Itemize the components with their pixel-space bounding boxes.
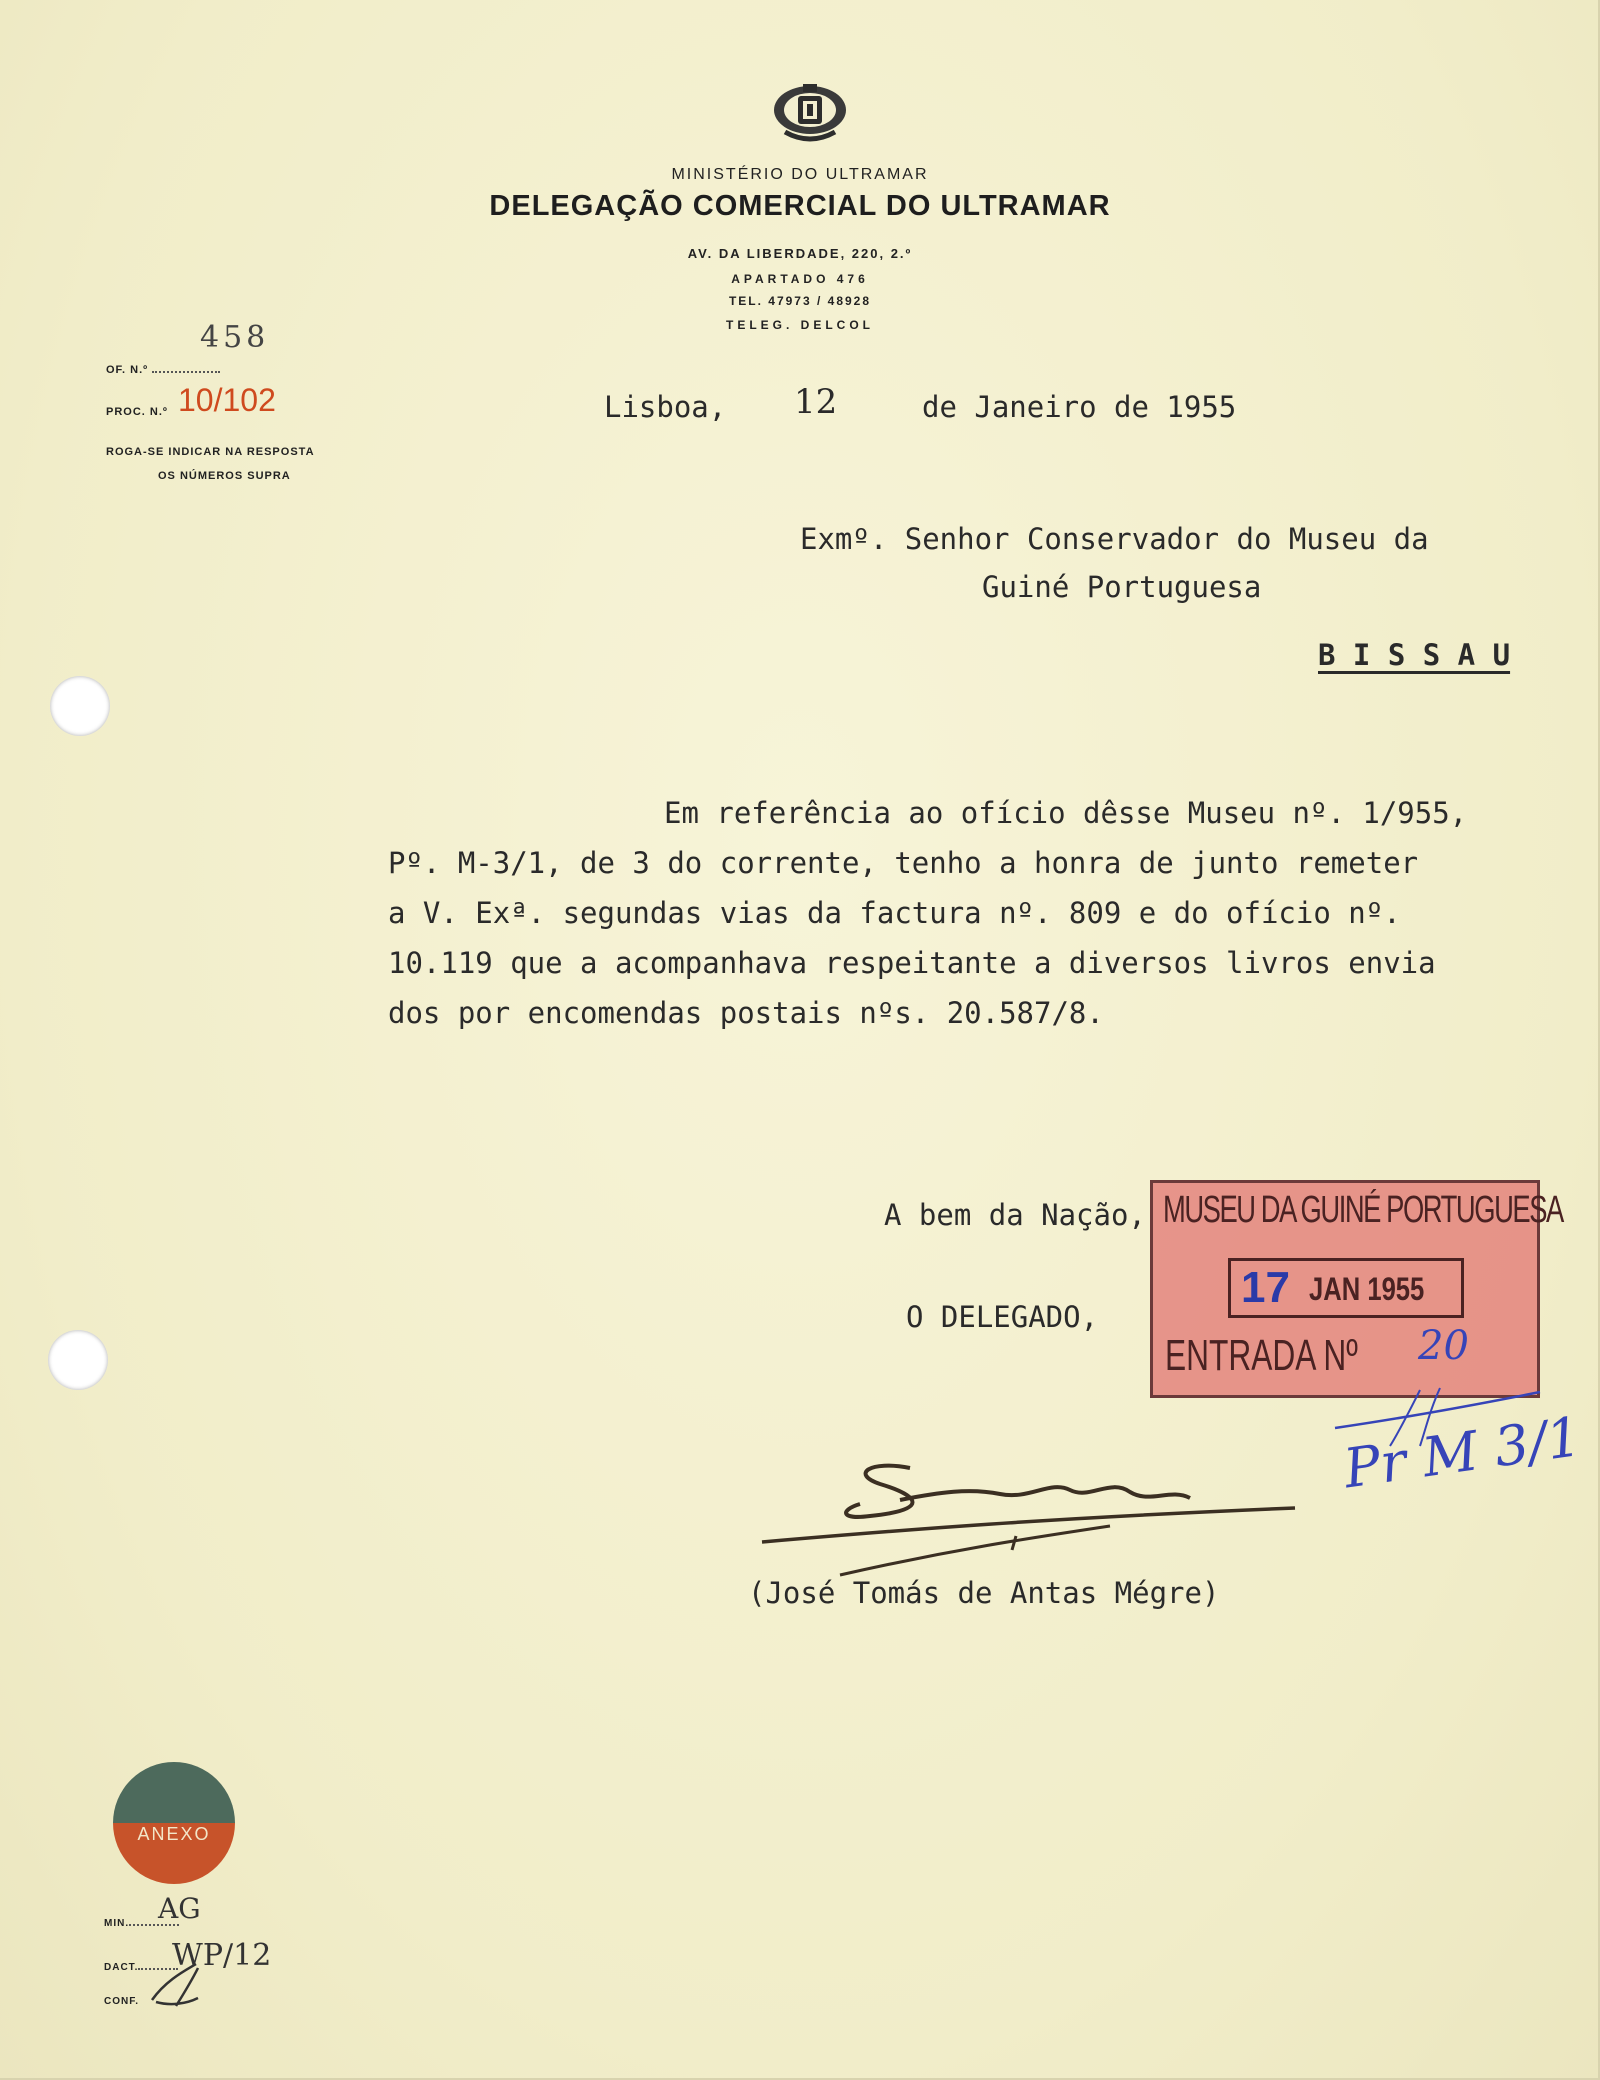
stamp-day: 17	[1241, 1263, 1290, 1312]
salutation: A bem da Nação,	[884, 1198, 1146, 1232]
dact-label: DACT.	[104, 1962, 178, 1973]
conf-initial-mark	[146, 1960, 206, 2010]
punch-hole	[48, 1330, 108, 1390]
annex-seal	[113, 1762, 235, 1884]
office-label: OF. N.º	[106, 364, 220, 376]
stamp-date: JAN 1955	[1309, 1271, 1425, 1307]
body-line: 10.119 que a acompanhava respeitante a diversos livros envia	[388, 946, 1436, 980]
signatory-title: O DELEGADO,	[906, 1300, 1099, 1334]
telegraph-line: TELEG. DELCOL	[726, 318, 874, 332]
recipient-line: Guiné Portuguesa	[982, 570, 1262, 604]
office-number: 458	[200, 320, 270, 355]
punch-hole	[50, 676, 110, 736]
signatory-name: (José Tomás de Antas Mégre)	[748, 1576, 1220, 1610]
body-line: dos por encomendas postais nºs. 20.587/8.	[388, 996, 1104, 1030]
stamp-entry-label: ENTRADA Nº	[1165, 1331, 1358, 1380]
min-initials: AG	[158, 1892, 201, 1925]
body-line: Em referência ao ofício dêsse Museu nº. 1/955,	[664, 796, 1468, 830]
coat-of-arms-icon	[765, 80, 855, 150]
delegation-title: DELEGAÇÃO COMERCIAL DO ULTRAMAR	[489, 190, 1111, 222]
proc-number: 10/102	[178, 382, 276, 418]
handwritten-signature	[750, 1440, 1310, 1590]
handwritten-process-ref: Pr M 3/1	[1340, 1404, 1586, 1501]
conf-label: CONF.	[104, 1996, 139, 2007]
body-line: Pº. M-3/1, de 3 do corrente, tenho a honra de junto remeter	[388, 846, 1419, 880]
min-label: MIN.	[104, 1918, 179, 1929]
stamp-date-box	[1228, 1258, 1464, 1318]
recipient-line: Exmº. Senhor Conservador do Museu da	[800, 522, 1429, 556]
date-month-year: de Janeiro de 1955	[922, 390, 1237, 424]
reference-note: OS NÚMEROS SUPRA	[158, 470, 291, 482]
recipient-city: B I S S A U	[1318, 638, 1511, 672]
stamp-entry-number: 20	[1418, 1323, 1469, 1369]
reception-stamp	[1150, 1180, 1563, 1398]
po-box-line: APARTADO 476	[731, 272, 869, 286]
ministry-title: MINISTÉRIO DO ULTRAMAR	[671, 166, 929, 183]
date-day: 12	[794, 382, 838, 422]
stamp-institution: MUSEU DA GUINÉ PORTUGUESA	[1163, 1189, 1563, 1231]
address-line: AV. DA LIBERDADE, 220, 2.º	[687, 246, 913, 261]
date-place: Lisboa,	[604, 390, 727, 424]
body-line: a V. Exª. segundas vias da factura nº. 809 e do ofício nº.	[388, 896, 1401, 930]
annex-label: ANEXO	[137, 1824, 211, 1844]
reference-note: ROGA-SE INDICAR NA RESPOSTA	[106, 446, 315, 458]
dact-initials: WP/12	[172, 1938, 272, 1973]
phone-line: TEL. 47973 / 48928	[728, 294, 872, 308]
proc-label: PROC. N.º	[106, 406, 168, 418]
